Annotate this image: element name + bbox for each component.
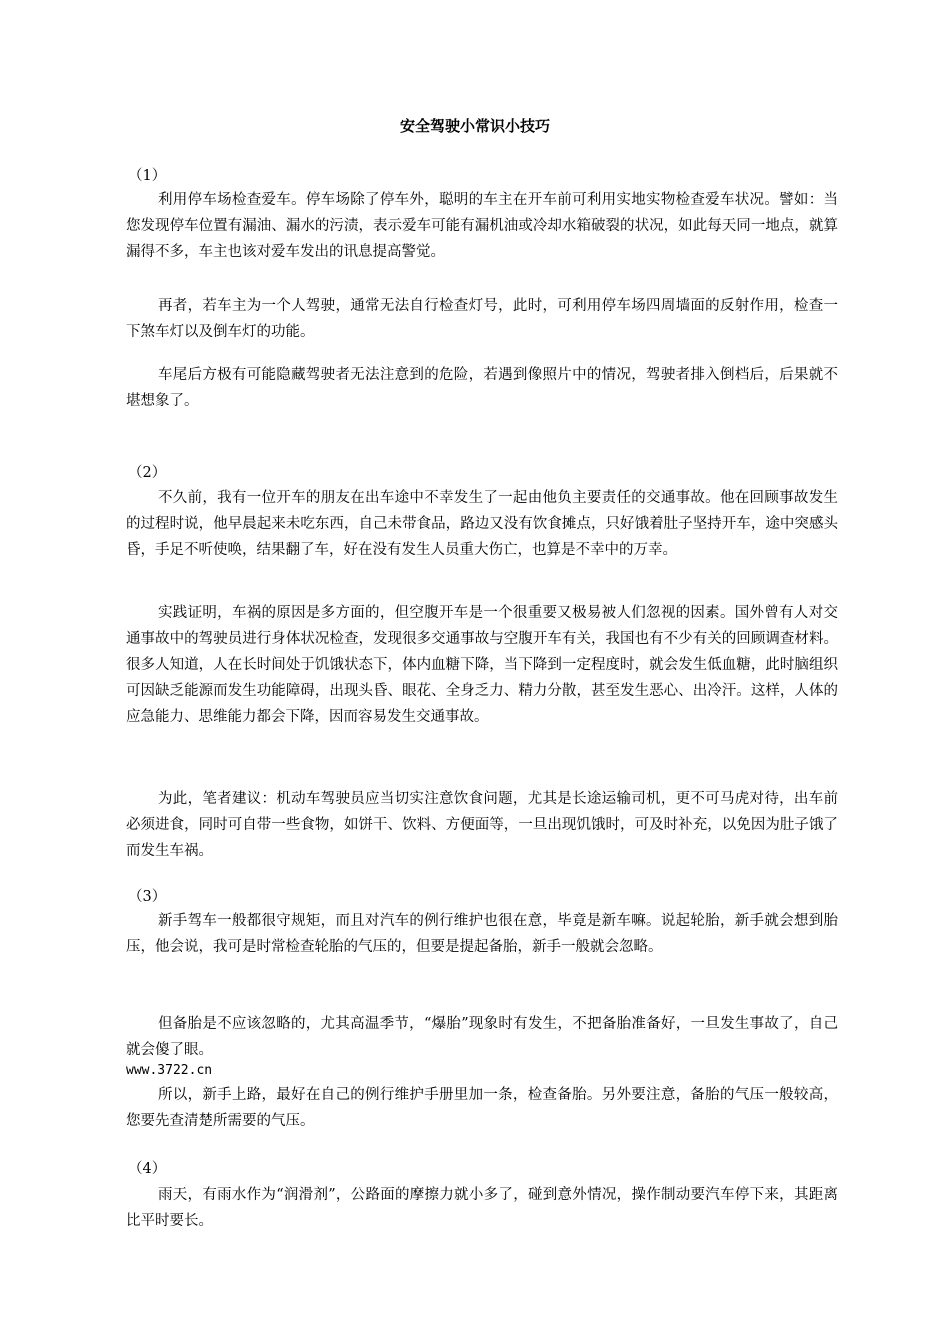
section-3-paragraph-1: 新手驾车一般都很守规矩，而且对汽车的例行维护也很在意，毕竟是新车嘛。说起轮胎，新手就会想到胎压，他会说，我可是时常检查轮胎的气压的，但要是提起备胎，新手一般就会忽略。 — [126, 913, 838, 955]
section-1-paragraph-3: 车尾后方极有可能隐藏驾驶者无法注意到的危险，若遇到像照片中的情况，驾驶者排入倒档后，后果就不堪想象了。 — [126, 367, 838, 409]
source-url: www.3722.cn — [126, 1063, 213, 1078]
section-2-paragraph-3: 为此，笔者建议：机动车驾驶员应当切实注意饮食问题，尤其是长途运输司机，更不可马虎对待，出车前必须进食，同时可自带一些食物，如饼干、饮料、方便面等，一旦出现饥饿时，可及时补充，以免因为肚子饿了而发生车祸。 — [126, 791, 838, 859]
section-2-paragraph-1: 不久前，我有一位开车的朋友在出车途中不幸发生了一起由他负主要责任的交通事故。他在回顾事故发生的过程时说，他早晨起来未吃东西，自己未带食品，路边又没有饮食摊点，只好饿着肚子坚持开车，途中突感头昏，手足不听使唤，结果翻了车，好在没有发生人员重大伤亡，也算是不幸中的万幸。 — [126, 490, 838, 558]
section-3-paragraph-2: 但备胎是不应该忽略的，尤其高温季节，“爆胎”现象时有发生，不把备胎准备好，一旦发生事故了，自己就会傻了眼。 — [126, 1016, 838, 1058]
section-3-label: （3） — [128, 889, 167, 905]
section-4-label: （4） — [128, 1161, 167, 1177]
section-1-label: （1） — [128, 168, 167, 184]
section-3-paragraph-3: 所以，新手上路，最好在自己的例行维护手册里加一条，检查备胎。另外要注意，备胎的气压一般较高，您要先查清楚所需要的气压。 — [126, 1087, 838, 1129]
page-title: 安全驾驶小常识小技巧 — [399, 117, 550, 135]
section-2-label: （2） — [128, 465, 167, 481]
section-4-paragraph-1: 雨天，有雨水作为“润滑剂”，公路面的摩擦力就小多了，碰到意外情况，操作制动要汽车停下来，其距离比平时要长。 — [126, 1187, 838, 1229]
section-1-paragraph-1: 利用停车场检查爱车。停车场除了停车外，聪明的车主在开车前可利用实地实物检查爱车状况。譬如：当您发现停车位置有漏油、漏水的污渍，表示爱车可能有漏机油或冷却水箱破裂的状况，如此每天同一地点，就算漏得不多，车主也该对爱车发出的讯息提高警觉。 — [126, 192, 838, 260]
section-1-paragraph-2: 再者，若车主为一个人驾驶，通常无法自行检查灯号，此时，可利用停车场四周墙面的反射作用，检查一下煞车灯以及倒车灯的功能。 — [126, 298, 838, 340]
section-2-paragraph-2: 实践证明，车祸的原因是多方面的，但空腹开车是一个很重要又极易被人们忽视的因素。国外曾有人对交通事故中的驾驶员进行身体状况检查，发现很多交通事故与空腹开车有关，我国也有不少有关的回顾调查材料。很多人知道，人在长时间处于饥饿状态下，体内血糖下降，当下降到一定程度时，就会发生低血糖，此时脑组织可因缺乏能源而发生功能障碍，出现头昏、眼花、全身乏力、精力分散，甚至发生恶心、出冷汗。这样，人体的应急能力、思维能力都会下降，因而容易发生交通事故。 — [126, 605, 838, 725]
